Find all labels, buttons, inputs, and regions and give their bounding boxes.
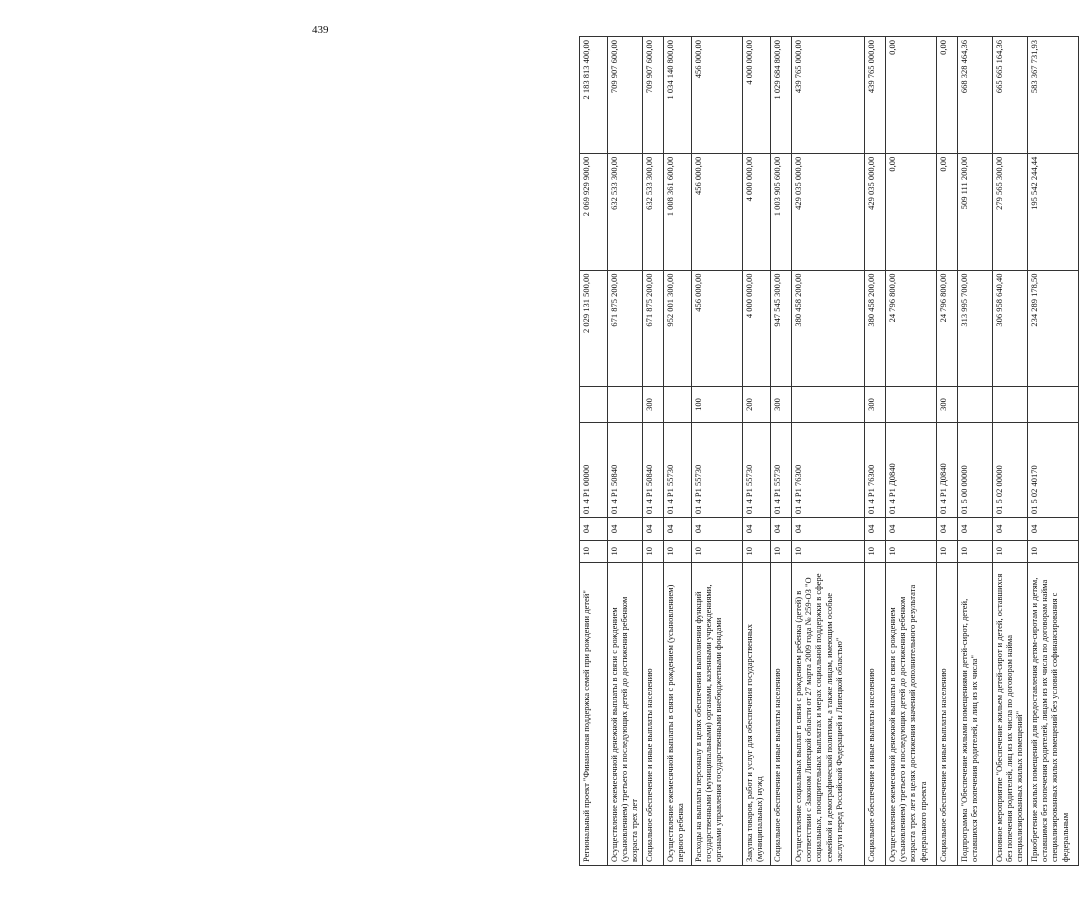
row-value-2: 1 008 361 600,00: [664, 153, 692, 270]
row-value-3: 668 328 464,36: [958, 37, 993, 154]
table-row: [958, 37, 993, 866]
table-row: [865, 37, 886, 866]
row-csr: 01 5 00 00000: [958, 422, 993, 518]
row-value-1: 671 875 200,00: [608, 270, 643, 387]
row-value-3: 4 000 000,00: [743, 37, 771, 154]
row-name: Социальное обеспечение и иные выплаты населению: [771, 562, 792, 865]
row-vr: [580, 387, 608, 422]
row-name: Осуществление ежемесячной денежной выплаты в связи с рождением (усыновлением) третьего и последующих детей до достижения ребенком возраста трех лет: [608, 562, 643, 865]
row-vr: 300: [643, 387, 664, 422]
row-section: 04: [692, 518, 743, 540]
row-csr: 01 4 P1 50840: [643, 422, 664, 518]
table-row: [937, 37, 958, 866]
budget-table: [579, 36, 1079, 866]
row-ministry: 10: [643, 540, 664, 562]
row-ministry: 10: [664, 540, 692, 562]
row-section: 04: [743, 518, 771, 540]
row-ministry: 10: [608, 540, 643, 562]
table-row: [580, 37, 608, 866]
row-value-2: 456 000,00: [692, 153, 743, 270]
row-vr: [886, 387, 937, 422]
row-csr: 01 5 02 40170: [1028, 422, 1079, 518]
row-value-1: 234 289 178,50: [1028, 270, 1079, 387]
row-value-1: 456 000,00: [692, 270, 743, 387]
row-ministry: 10: [993, 540, 1028, 562]
row-vr: 300: [771, 387, 792, 422]
row-ministry: 10: [865, 540, 886, 562]
row-csr: 01 4 P1 55730: [743, 422, 771, 518]
row-vr: [1028, 387, 1079, 422]
table-row: [664, 37, 692, 866]
row-value-3: 1 034 140 800,00: [664, 37, 692, 154]
row-csr: 01 4 P1 76300: [865, 422, 886, 518]
row-vr: [993, 387, 1028, 422]
row-value-2: 4 000 000,00: [743, 153, 771, 270]
row-value-3: 709 907 600,00: [608, 37, 643, 154]
row-csr: 01 4 P1 55730: [771, 422, 792, 518]
row-value-1: 952 001 300,00: [664, 270, 692, 387]
row-csr: 01 5 02 00000: [993, 422, 1028, 518]
row-csr: 01 4 P1 00000: [580, 422, 608, 518]
row-value-2: 632 533 300,00: [643, 153, 664, 270]
row-value-2: 1 003 905 600,00: [771, 153, 792, 270]
row-value-1: 380 458 200,00: [792, 270, 865, 387]
row-value-3: 583 367 731,93: [1028, 37, 1079, 154]
table-row: [692, 37, 743, 866]
row-vr: 300: [937, 387, 958, 422]
row-value-2: 0,00: [886, 153, 937, 270]
row-csr: 01 4 P1 55730: [664, 422, 692, 518]
table-row: [743, 37, 771, 866]
row-csr: 01 4 P1 76300: [792, 422, 865, 518]
row-name: Социальное обеспечение и иные выплаты населению: [937, 562, 958, 865]
row-name: Приобретение жилых помещений для предоставления детям-сиротам и детям, оставшимся без попечения родителей, лицам из их числа по договорам найма специализированных жилых помещений без условий софинансирования с федеральным: [1028, 562, 1079, 865]
row-vr: [958, 387, 993, 422]
row-csr: 01 4 P1 50840: [608, 422, 643, 518]
table-row: [993, 37, 1028, 866]
row-value-1: 671 875 200,00: [643, 270, 664, 387]
row-value-1: 380 458 200,00: [865, 270, 886, 387]
row-value-2: 632 533 300,00: [608, 153, 643, 270]
row-name: Региональный проект "Финансовая поддержка семей при рождении детей": [580, 562, 608, 865]
row-value-3: 456 000,00: [692, 37, 743, 154]
row-value-1: 306 958 640,40: [993, 270, 1028, 387]
row-vr: [608, 387, 643, 422]
row-value-1: 24 796 800,00: [937, 270, 958, 387]
row-value-2: 509 111 200,00: [958, 153, 993, 270]
row-section: 04: [608, 518, 643, 540]
row-vr: 100: [692, 387, 743, 422]
row-name: Осуществление ежемесячной выплаты в связи с рождением (усыновлением) первого ребенка: [664, 562, 692, 865]
row-ministry: 10: [771, 540, 792, 562]
row-vr: [792, 387, 865, 422]
row-value-3: 709 907 600,00: [643, 37, 664, 154]
row-section: 04: [580, 518, 608, 540]
row-name: Социальное обеспечение и иные выплаты населению: [643, 562, 664, 865]
row-value-1: 313 995 700,00: [958, 270, 993, 387]
row-csr: 01 4 P1 55730: [692, 422, 743, 518]
table-row: [1028, 37, 1079, 866]
row-ministry: 10: [792, 540, 865, 562]
table-row: [792, 37, 865, 866]
row-vr: 300: [865, 387, 886, 422]
row-section: 04: [993, 518, 1028, 540]
row-value-2: 0,00: [937, 153, 958, 270]
row-name: Закупка товаров, работ и услуг для обеспечения государственных (муниципальных) нужд: [743, 562, 771, 865]
row-value-3: 665 665 164,36: [993, 37, 1028, 154]
row-section: 04: [1028, 518, 1079, 540]
row-section: 04: [937, 518, 958, 540]
row-name: Основное мероприятие "Обеспечение жильем детей-сирот и детей, оставшихся без попечения родителей, лиц из их числа по договорам найма специализированных жилых помещений": [993, 562, 1028, 865]
table-row: [771, 37, 792, 866]
row-value-2: 279 565 300,00: [993, 153, 1028, 270]
row-value-3: 1 029 684 800,00: [771, 37, 792, 154]
row-value-1: 947 545 300,00: [771, 270, 792, 387]
row-section: 04: [886, 518, 937, 540]
row-value-1: 4 000 000,00: [743, 270, 771, 387]
row-ministry: 10: [692, 540, 743, 562]
row-ministry: 10: [743, 540, 771, 562]
row-ministry: 10: [937, 540, 958, 562]
row-name: Осуществление ежемесячной денежной выплаты в связи с рождением (усыновлением) третьего и последующих детей до достижения ребенком возраста трех лет в целях достижения значений дополнительного результата федерального проекта: [886, 562, 937, 865]
row-value-1: 24 796 800,00: [886, 270, 937, 387]
row-csr: 01 4 P1 Д0840: [937, 422, 958, 518]
row-section: 04: [958, 518, 993, 540]
row-value-3: 439 765 000,00: [792, 37, 865, 154]
table-row: [608, 37, 643, 866]
row-value-3: 2 183 813 400,00: [580, 37, 608, 154]
row-value-1: 2 029 131 500,00: [580, 270, 608, 387]
row-name: Подпрограмма "Обеспечение жилыми помещениями детей-сирот, детей, оставшихся без попечения родителей, и лиц из их числа": [958, 562, 993, 865]
row-vr: 200: [743, 387, 771, 422]
table-row: [886, 37, 937, 866]
row-value-2: 429 035 000,00: [792, 153, 865, 270]
row-value-2: 2 069 929 900,00: [580, 153, 608, 270]
row-value-2: 429 035 000,00: [865, 153, 886, 270]
row-csr: 01 4 P1 Д0840: [886, 422, 937, 518]
page-number: 439: [312, 24, 329, 36]
row-name: Социальное обеспечение и иные выплаты населению: [865, 562, 886, 865]
row-value-2: 195 542 244,44: [1028, 153, 1079, 270]
row-name: Расходы на выплаты персоналу в целях обеспечения выполнения функций государственными (муниципальными) органами, казенными учреждениями, органами управления государственными внебюджетными фондами: [692, 562, 743, 865]
row-section: 04: [771, 518, 792, 540]
row-value-3: 439 765 000,00: [865, 37, 886, 154]
row-value-3: 0,00: [937, 37, 958, 154]
row-section: 04: [664, 518, 692, 540]
row-ministry: 10: [886, 540, 937, 562]
row-ministry: 10: [580, 540, 608, 562]
row-section: 04: [792, 518, 865, 540]
row-value-3: 0,00: [886, 37, 937, 154]
row-ministry: 10: [1028, 540, 1079, 562]
table-row: [643, 37, 664, 866]
row-section: 04: [865, 518, 886, 540]
row-vr: [664, 387, 692, 422]
row-ministry: 10: [958, 540, 993, 562]
row-name: Осуществление социальных выплат в связи с рождением ребенка (детей) в соответствии с Законом Липецкой области от 27 марта 2009 года № 259-ОЗ "О социальных, поощрительных выплатах и мерах социальной поддержки в сфере семейной и демографической политики, а также лицам, имеющим особые заслуги перед Российской Федерацией и Липецкой областью": [792, 562, 865, 865]
row-section: 04: [643, 518, 664, 540]
